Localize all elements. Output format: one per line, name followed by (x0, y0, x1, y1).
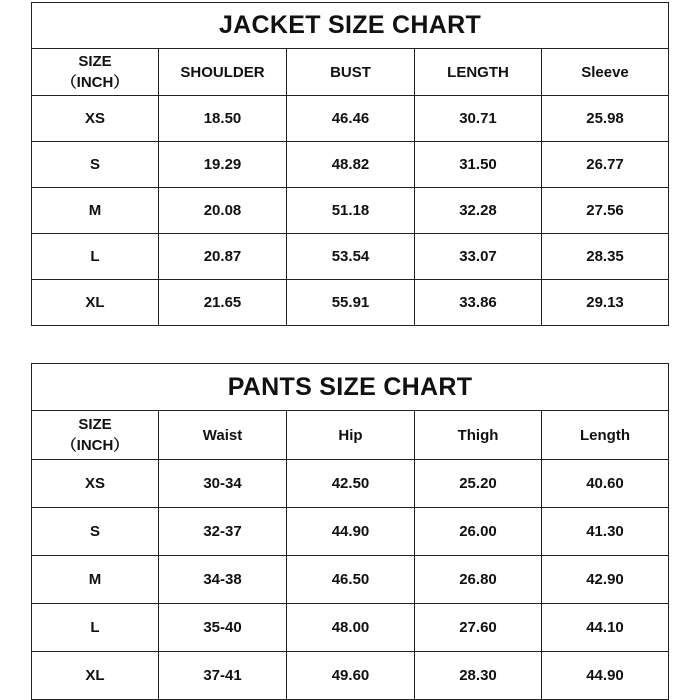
size-label-cell: L (32, 604, 159, 652)
measurement-cell: 20.08 (159, 188, 287, 234)
pants-column-header-thigh: Thigh (415, 411, 542, 460)
jacket-title-row (32, 3, 669, 49)
measurement-cell: 26.80 (415, 556, 542, 604)
table-row (32, 234, 669, 280)
measurement-cell: 28.35 (542, 234, 669, 280)
pants-column-header-hip: Hip (287, 411, 415, 460)
measurement-cell: 44.90 (542, 652, 669, 700)
measurement-cell: 30.71 (415, 96, 542, 142)
measurement-cell: 55.91 (287, 280, 415, 326)
pants-size-column-header (32, 411, 159, 460)
table-row (32, 604, 669, 652)
measurement-cell: 40.60 (542, 460, 669, 508)
jacket-column-header-sleeve: Sleeve (542, 49, 669, 96)
table-row (32, 556, 669, 604)
table-row (32, 96, 669, 142)
measurement-cell: 33.86 (415, 280, 542, 326)
size-header-unit: （INCH） (61, 437, 129, 454)
pants-column-header-waist: Waist (159, 411, 287, 460)
measurement-cell: 26.00 (415, 508, 542, 556)
measurement-cell: 27.60 (415, 604, 542, 652)
size-label-cell: M (32, 556, 159, 604)
jacket-size-table (31, 2, 669, 326)
size-header-label: SIZE (78, 53, 112, 70)
size-header-unit: （INCH） (61, 74, 129, 91)
measurement-cell: 32.28 (415, 188, 542, 234)
table-row (32, 142, 669, 188)
measurement-cell: 44.10 (542, 604, 669, 652)
jacket-column-header-length: LENGTH (415, 49, 542, 96)
size-label-cell: S (32, 142, 159, 188)
size-label-cell: XS (32, 96, 159, 142)
table-row (32, 280, 669, 326)
measurement-cell: 53.54 (287, 234, 415, 280)
jacket-header-row (32, 49, 669, 96)
table-row (32, 652, 669, 700)
pants-column-header-length: Length (542, 411, 669, 460)
measurement-cell: 37-41 (159, 652, 287, 700)
measurement-cell: 41.30 (542, 508, 669, 556)
measurement-cell: 42.50 (287, 460, 415, 508)
measurement-cell: 51.18 (287, 188, 415, 234)
table-row (32, 508, 669, 556)
measurement-cell: 34-38 (159, 556, 287, 604)
jacket-column-header-bust: BUST (287, 49, 415, 96)
measurement-cell: 19.29 (159, 142, 287, 188)
measurement-cell: 44.90 (287, 508, 415, 556)
measurement-cell: 46.50 (287, 556, 415, 604)
measurement-cell: 33.07 (415, 234, 542, 280)
size-label-cell: L (32, 234, 159, 280)
measurement-cell: 30-34 (159, 460, 287, 508)
size-label-cell: M (32, 188, 159, 234)
measurement-cell: 25.20 (415, 460, 542, 508)
pants-table-title: PANTS SIZE CHART (32, 364, 669, 411)
measurement-cell: 31.50 (415, 142, 542, 188)
table-row (32, 460, 669, 508)
size-label-cell: XL (32, 652, 159, 700)
measurement-cell: 20.87 (159, 234, 287, 280)
measurement-cell: 48.82 (287, 142, 415, 188)
pants-header-row (32, 411, 669, 460)
measurement-cell: 49.60 (287, 652, 415, 700)
measurement-cell: 48.00 (287, 604, 415, 652)
measurement-cell: 27.56 (542, 188, 669, 234)
jacket-size-column-header (32, 49, 159, 96)
size-label-cell: XS (32, 460, 159, 508)
jacket-column-header-shoulder: SHOULDER (159, 49, 287, 96)
measurement-cell: 35-40 (159, 604, 287, 652)
measurement-cell: 26.77 (542, 142, 669, 188)
measurement-cell: 29.13 (542, 280, 669, 326)
measurement-cell: 28.30 (415, 652, 542, 700)
measurement-cell: 32-37 (159, 508, 287, 556)
measurement-cell: 21.65 (159, 280, 287, 326)
measurement-cell: 46.46 (287, 96, 415, 142)
table-row (32, 188, 669, 234)
measurement-cell: 18.50 (159, 96, 287, 142)
jacket-table-title: JACKET SIZE CHART (32, 3, 669, 49)
measurement-cell: 25.98 (542, 96, 669, 142)
size-label-cell: S (32, 508, 159, 556)
pants-size-table (31, 363, 669, 700)
pants-title-row (32, 364, 669, 411)
size-label-cell: XL (32, 280, 159, 326)
measurement-cell: 42.90 (542, 556, 669, 604)
size-header-label: SIZE (78, 416, 112, 433)
